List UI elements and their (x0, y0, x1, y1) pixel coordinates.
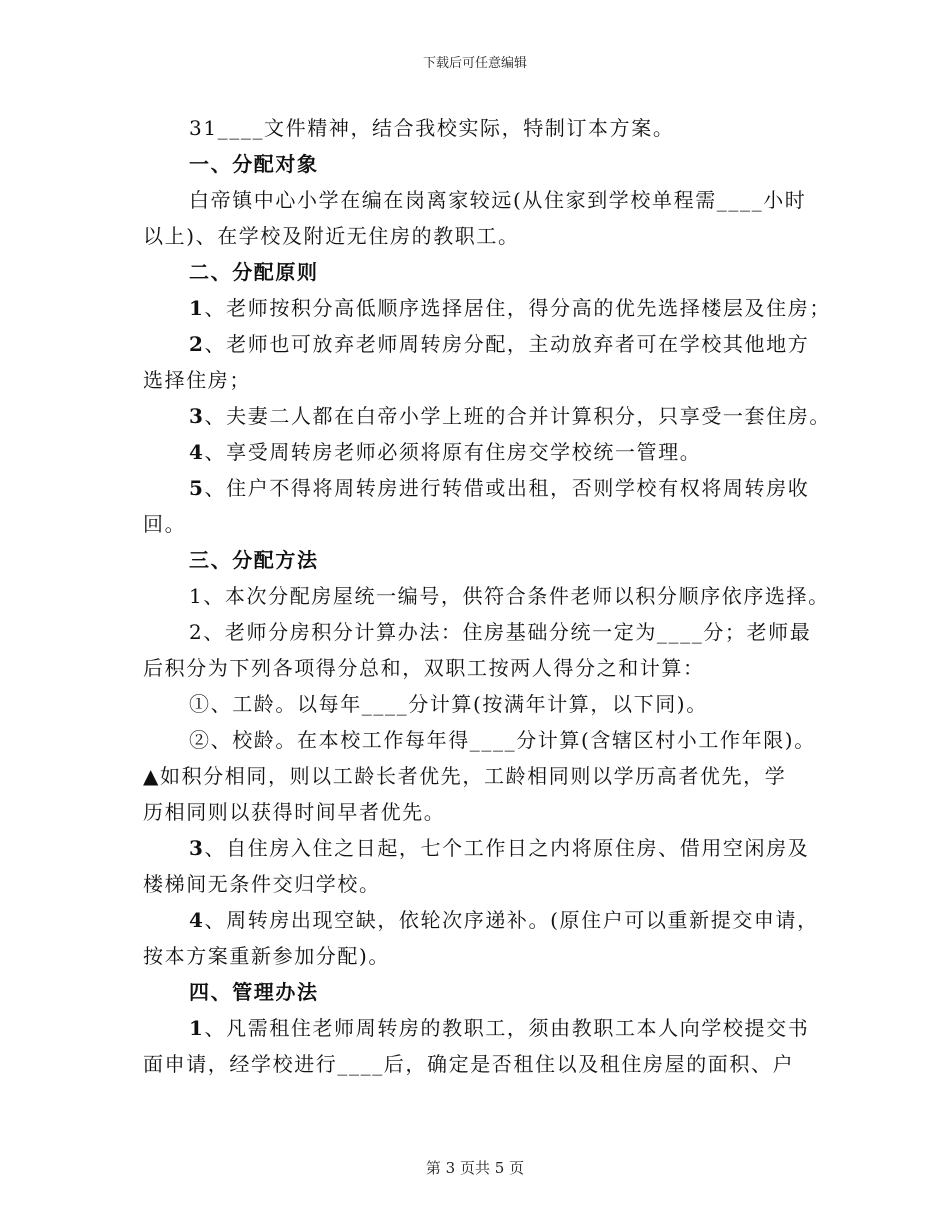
text-line (143, 110, 823, 146)
line-text: 选择住房； (143, 368, 251, 392)
page-header: 下载后可任意编辑 (422, 56, 527, 71)
line-text: 、住户不得将周转房进行转借或出租，否则学校有权将周转房收 (204, 476, 810, 500)
line-text: 、老师按积分高低顺序选择居住，得分高的优先选择楼层及住房； (204, 296, 831, 320)
item-number: 5 (189, 476, 205, 500)
line-text: 、享受周转房老师必须将原有住房交学校统一管理。 (204, 440, 702, 464)
text-line (143, 218, 823, 254)
line-text: 、夫妻二人都在白帝小学上班的合并计算积分，只享受一套住房。 (204, 404, 831, 428)
text-line (143, 794, 823, 830)
line-text: 回。 (143, 512, 187, 536)
text-line (143, 1010, 823, 1046)
line-text: 一、分配对象 (189, 152, 319, 176)
text-line (143, 830, 823, 866)
section-heading (143, 254, 823, 290)
line-text: 四、管理办法 (189, 980, 319, 1004)
text-line (143, 758, 823, 794)
text-line (143, 866, 823, 902)
page-footer: 第 3 页共 5 页 (425, 1159, 525, 1177)
text-line (143, 614, 823, 650)
line-text: ①、工龄。以每年____分计算(按满年计算，以下同)。 (189, 692, 708, 716)
line-text: 二、分配原则 (189, 260, 319, 284)
line-text: ②、校龄。在本校工作每年得____分计算(含辖区村小工作年限)。 (189, 728, 816, 752)
line-text: 面申请，经学校进行____后，确定是否租住以及租住房屋的面积、户 (143, 1052, 795, 1076)
line-text: 、老师也可放弃老师周转房分配，主动放弃者可在学校其他地方 (204, 332, 810, 356)
line-text: 31____文件精神，结合我校实际，特制订本方案。 (189, 116, 675, 140)
line-text: 、自住房入住之日起，七个工作日之内将原住房、借用空闲房及 (204, 836, 810, 860)
line-text: 2、老师分房积分计算办法：住房基础分统一定为____分；老师最 (189, 620, 812, 644)
item-number: 3 (189, 836, 205, 860)
line-text: 白帝镇中心小学在编在岗离家较远(从住家到学校单程需____小时 (189, 188, 807, 212)
text-line (143, 722, 823, 758)
item-number: 3 (189, 404, 205, 428)
text-line (143, 182, 823, 218)
item-number: 1 (189, 296, 205, 320)
text-line (143, 938, 823, 974)
item-number: 4 (189, 440, 205, 464)
text-line (143, 434, 823, 470)
line-text: 、凡需租住老师周转房的教职工，须由教职工本人向学校提交书 (204, 1016, 810, 1040)
text-line (143, 578, 830, 614)
line-text: 、周转房出现空缺，依轮次序递补。(原住户可以重新提交申请， (204, 908, 819, 932)
section-heading (143, 974, 823, 1010)
text-line (143, 326, 823, 362)
line-text: 历相同则以获得时间早者优先。 (143, 800, 446, 824)
text-line (143, 902, 823, 938)
text-line (143, 686, 823, 722)
item-number: 2 (189, 332, 205, 356)
text-line (143, 650, 823, 686)
item-number: 4 (189, 908, 205, 932)
text-line (143, 362, 823, 398)
document-body (143, 110, 831, 1082)
line-text: 楼梯间无条件交归学校。 (143, 872, 381, 896)
item-number: 1 (189, 1016, 205, 1040)
line-text: ▲如积分相同，则以工龄长者优先，工龄相同则以学历高者优先，学 (143, 764, 787, 788)
text-line (143, 506, 823, 542)
text-line (143, 1046, 823, 1082)
line-text: 按本方案重新参加分配)。 (143, 944, 391, 968)
line-text: 以上)、在学校及附近无住房的教职工。 (143, 224, 520, 248)
text-line (143, 470, 823, 506)
line-text: 1、本次分配房屋统一编号，供符合条件老师以积分顺序依序选择。 (189, 584, 830, 608)
line-text: 三、分配方法 (189, 548, 319, 572)
text-line (143, 398, 831, 434)
section-heading (143, 146, 823, 182)
text-line (143, 290, 831, 326)
line-text: 后积分为下列各项得分总和，双职工按两人得分之和计算： (143, 656, 705, 680)
section-heading (143, 542, 823, 578)
